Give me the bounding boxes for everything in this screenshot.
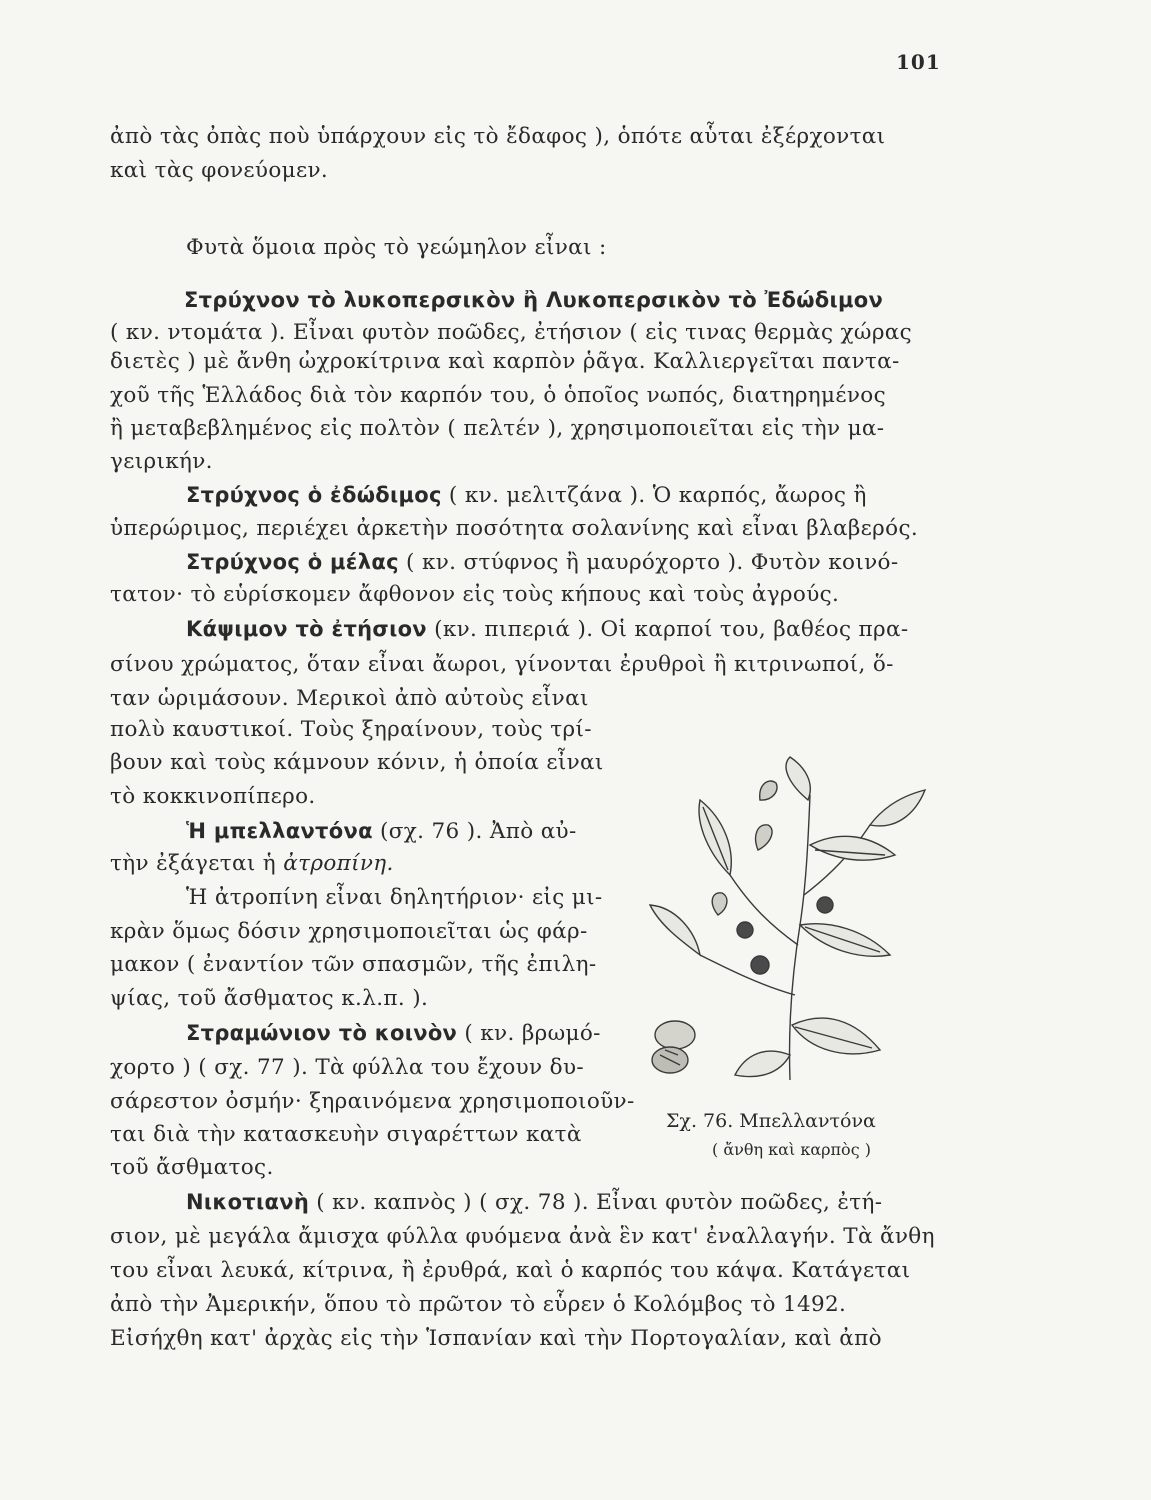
text-line: ταν ὡριμάσουν. Μερικοὶ ἀπὸ αὐτοὺς εἶναι	[110, 686, 589, 711]
page-number: 101	[896, 50, 941, 74]
text-line	[110, 849, 394, 879]
figure-caption: Σχ. 76. Μπελλαντόνα	[666, 1110, 876, 1132]
term-text: ( κν. βρωμό-	[457, 1021, 601, 1046]
text-line: καὶ τὰς φονεύομεν.	[110, 158, 329, 183]
text-line: σιον, μὲ μεγάλα ἄμισχα φύλλα φυόμενα ἀνὰ ἓν κατ' ἐναλλαγήν. Τὰ ἄνθη	[110, 1224, 935, 1249]
text-line: ὑπερώριμος, περιέχει ἀρκετὴν ποσότητα σολανίνης καὶ εἶναι βλαβερός.	[110, 516, 919, 541]
term-heading: Κάψιμον τὸ ἐτήσιον	[186, 617, 427, 641]
term-text: (κν. πιπεριά ). Οἱ καρποί του, βαθέος πρα-	[426, 617, 909, 642]
berry	[751, 956, 769, 974]
flower	[760, 781, 777, 800]
section-heading: Στρύχνον τὸ λυκοπερσικὸν ἢ Λυκοπερσικὸν τὸ Ἐδώδιμον	[184, 288, 884, 312]
term-heading: Νικοτιανὴ	[186, 1190, 310, 1214]
text-line: σάρεστον ὀσμήν· ξηραινόμενα χρησιμοποιοῦν-	[110, 1089, 635, 1114]
leaf	[650, 905, 700, 955]
flower	[712, 893, 727, 915]
text-line: διετὲς ) μὲ ἄνθη ὠχροκίτρινα καὶ καρπὸν ῥᾶγα. Καλλιεργεῖται παντα-	[110, 349, 900, 374]
text-line: μακον ( ἐναντίον τῶν σπασμῶν, τῆς ἐπιλη-	[110, 952, 597, 977]
leaf	[786, 757, 810, 800]
figure-caption-sub: ( ἄνθη καὶ καρπὸς )	[712, 1140, 871, 1159]
term-heading: Στραμώνιον τὸ κοινὸν	[186, 1021, 458, 1045]
term-text: τὴν ἐξάγεται ἡ	[110, 851, 284, 876]
text-line	[186, 1187, 882, 1218]
text-line: Φυτὰ ὅμοια πρὸς τὸ γεώμηλον εἶναι :	[186, 235, 607, 260]
term-text: (σχ. 76 ). Ἀπὸ αὐ-	[372, 819, 577, 844]
berry	[817, 897, 833, 913]
text-line: πολὺ καυστικοί. Τοὺς ξηραίνουν, τοὺς τρί-	[110, 717, 592, 742]
text-line: γειρικήν.	[110, 449, 213, 474]
term-text: ( κν. στύφνος ἢ μαυρόχορτο ). Φυτὸν κοινό-	[398, 550, 899, 575]
text-line: Εἰσήχθη κατ' ἀρχὰς εἰς τὴν Ἱσπανίαν καὶ τὴν Πορτογαλίαν, καὶ ἀπὸ	[110, 1326, 882, 1351]
text-line: σίνου χρώματος, ὅταν εἶναι ἄωροι, γίνονται ἐρυθροὶ ἢ κιτρινωποί, ὅ-	[110, 652, 894, 677]
leaf	[735, 1051, 790, 1076]
belladonna-illustration	[640, 755, 930, 1085]
text-line: τατον· τὸ εὑρίσκομεν ἄφθονον εἰς τοὺς κήπους καὶ τοὺς ἀγρούς.	[110, 582, 840, 607]
text-line	[186, 480, 867, 511]
text-line: του εἶναι λευκά, κίτρινα, ἢ ἐρυθρά, καὶ ὁ καρπός του κάψα. Κατάγεται	[110, 1258, 911, 1283]
text-line	[186, 614, 908, 645]
italic-term: ἀτροπίνη.	[283, 851, 394, 876]
text-line: τοῦ ἄσθματος.	[110, 1155, 274, 1180]
text-line: ψίας, τοῦ ἄσθματος κ.λ.π. ).	[110, 986, 429, 1011]
term-heading: Στρύχνος ὁ μέλας	[186, 550, 399, 574]
text-line: ἀπὸ τὴν Ἀμερικήν, ὅπου τὸ πρῶτον τὸ εὗρεν ὁ Κολόμβος τὸ 1492.	[110, 1292, 847, 1317]
fruit-section	[655, 1021, 695, 1049]
text-line: τὸ κοκκινοπίπερο.	[110, 784, 316, 809]
text-line: ἀπὸ τὰς ὀπὰς ποὺ ὑπάρχουν εἰς τὸ ἔδαφος ), ὁπότε αὗται ἐξέρχονται	[110, 124, 886, 149]
term-text: ( κν. μελιτζάνα ). Ὁ καρπός, ἄωρος ἢ	[441, 483, 867, 508]
text-line: χορτο ) ( σχ. 77 ). Τὰ φύλλα του ἔχουν δυ-	[110, 1055, 584, 1080]
text-line: ται διὰ τὴν κατασκευὴν σιγαρέττων κατὰ	[110, 1122, 582, 1147]
text-line	[186, 816, 577, 847]
text-line	[186, 1018, 601, 1049]
term-text: ( κν. καπνὸς ) ( σχ. 78 ). Εἶναι φυτὸν ποῶδες, ἐτή-	[309, 1190, 883, 1215]
text-line: ἢ μεταβεβλημένος εἰς πολτὸν ( πελτέν ), χρησιμοποιεῖται εἰς τὴν μα-	[110, 416, 885, 441]
text-line: Ἡ ἀτροπίνη εἶναι δηλητήριον· εἰς μι-	[186, 885, 603, 910]
leaf	[792, 1018, 880, 1054]
flower	[756, 825, 772, 850]
text-line: κρὰν ὅμως δόσιν χρησιμοποιεῖται ὡς φάρ-	[110, 919, 588, 944]
term-heading: Στρύχνος ὁ ἐδώδιμος	[186, 483, 442, 507]
berry	[737, 922, 753, 938]
leaf	[870, 790, 925, 826]
stem	[700, 955, 795, 995]
text-line: χοῦ τῆς Ἑλλάδος διὰ τὸν καρπόν του, ὁ ὁποῖος νωπός, διατηρημένος	[110, 383, 886, 408]
leaf	[810, 836, 895, 860]
term-heading: Ἡ μπελλαντόνα	[186, 819, 373, 843]
text-line: ( κν. ντομάτα ). Εἶναι φυτὸν ποῶδες, ἐτήσιον ( εἰς τινας θερμὰς χώρας	[110, 320, 913, 345]
text-line	[186, 547, 898, 578]
text-line: βουν καὶ τοὺς κάμνουν κόνιν, ἡ ὁποία εἶναι	[110, 750, 604, 775]
